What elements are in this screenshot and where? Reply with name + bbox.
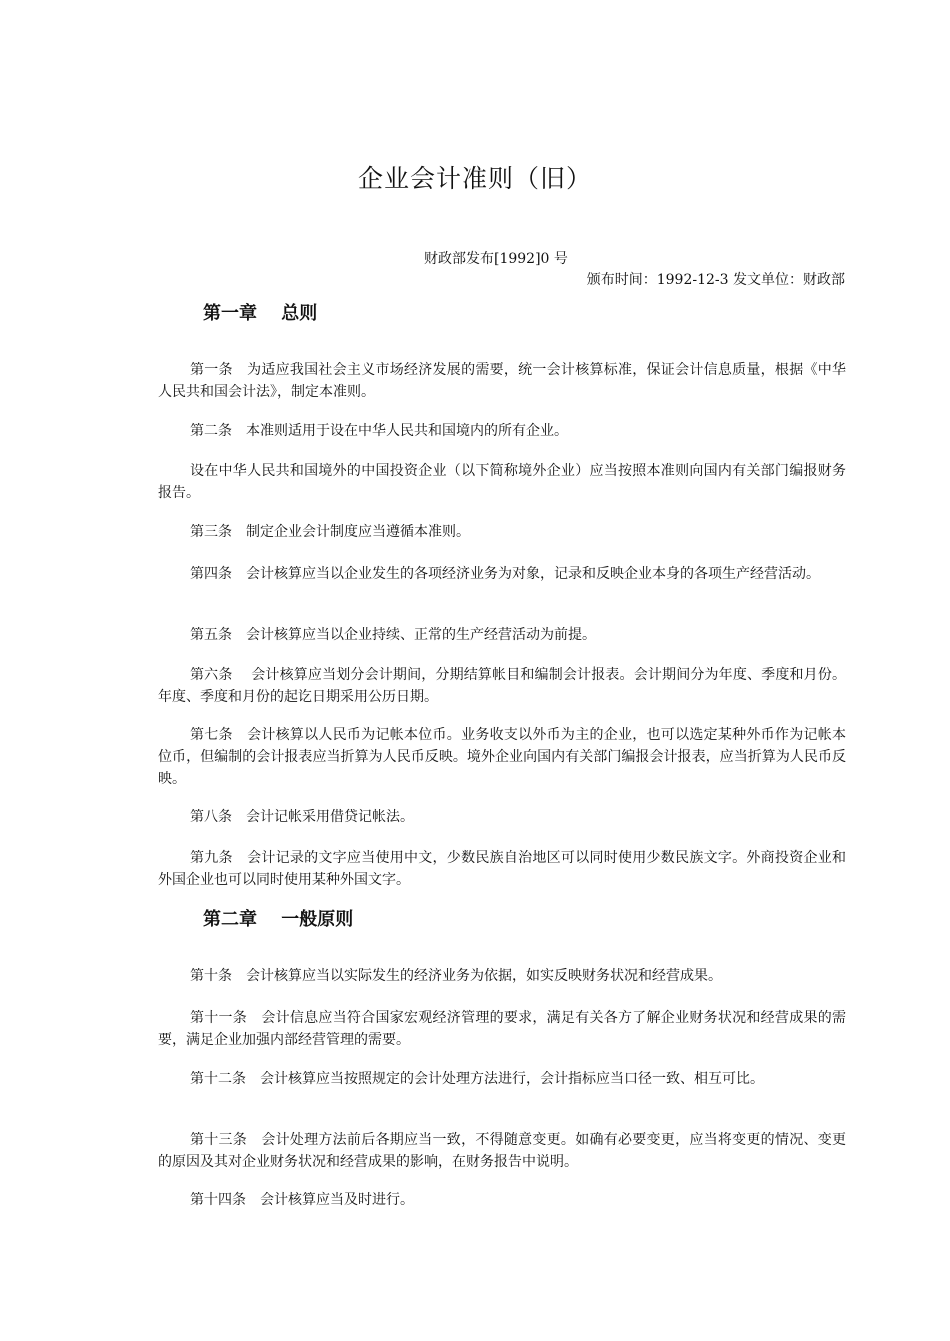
article-11: 第十一条 会计信息应当符合国家宏观经济管理的要求，满足有关各方了解企业财务状况和经营成果的需要，满足企业加强内部经营管理的需要。 — [158, 1010, 846, 1048]
publication-meta: 颁布时间：1992-12-3 发文单位：财政部 — [586, 272, 845, 288]
article-14: 第十四条 会计核算应当及时进行。 — [190, 1192, 414, 1208]
article-9: 第九条 会计记录的文字应当使用中文，少数民族自治地区可以同时使用少数民族文字。外商投资企业和外国企业也可以同时使用某种外国文字。 — [158, 850, 846, 888]
article-6: 第六条 会计核算应当划分会计期间，分期结算帐目和编制会计报表。会计期间分为年度、季度和月份。年度、季度和月份的起讫日期采用公历日期。 — [158, 667, 846, 705]
article-1: 第一条 为适应我国社会主义市场经济发展的需要，统一会计核算标准，保证会计信息质量，根据《中华人民共和国会计法》，制定本准则。 — [158, 362, 846, 400]
article-13: 第十三条 会计处理方法前后各期应当一致，不得随意变更。如确有必要变更，应当将变更的情况、变更的原因及其对企业财务状况和经营成果的影响，在财务报告中说明。 — [158, 1132, 846, 1170]
article-4: 第四条 会计核算应当以企业发生的各项经济业务为对象，记录和反映企业本身的各项生产经营活动。 — [190, 566, 820, 582]
chapter-heading: 第二章 一般原则 — [203, 909, 354, 930]
article-10: 第十条 会计核算应当以实际发生的经济业务为依据，如实反映财务状况和经营成果。 — [190, 968, 722, 984]
chapter-heading: 第一章 总则 — [203, 303, 318, 324]
document-title: 企业会计准则（旧） — [357, 164, 592, 193]
article-7: 第七条 会计核算以人民币为记帐本位币。业务收支以外币为主的企业，也可以选定某种外币作为记帐本位币，但编制的会计报表应当折算为人民币反映。境外企业向国内有关部门编报会计报表，应当折算为人民币反映。 — [158, 727, 846, 787]
article-3: 第三条 制定企业会计制度应当遵循本准则。 — [190, 524, 470, 540]
article-2-paragraph-2: 设在中华人民共和国境外的中国投资企业（以下简称境外企业）应当按照本准则向国内有关部门编报财务报告。 — [158, 463, 846, 501]
issuer-line: 财政部发布[1992]0 号 — [424, 251, 568, 267]
article-12: 第十二条 会计核算应当按照规定的会计处理方法进行，会计指标应当口径一致、相互可比。 — [190, 1071, 764, 1087]
article-8: 第八条 会计记帐采用借贷记帐法。 — [190, 809, 414, 825]
article-5: 第五条 会计核算应当以企业持续、正常的生产经营活动为前提。 — [190, 627, 596, 643]
article-2: 第二条 本准则适用于设在中华人民共和国境内的所有企业。 — [190, 423, 568, 439]
